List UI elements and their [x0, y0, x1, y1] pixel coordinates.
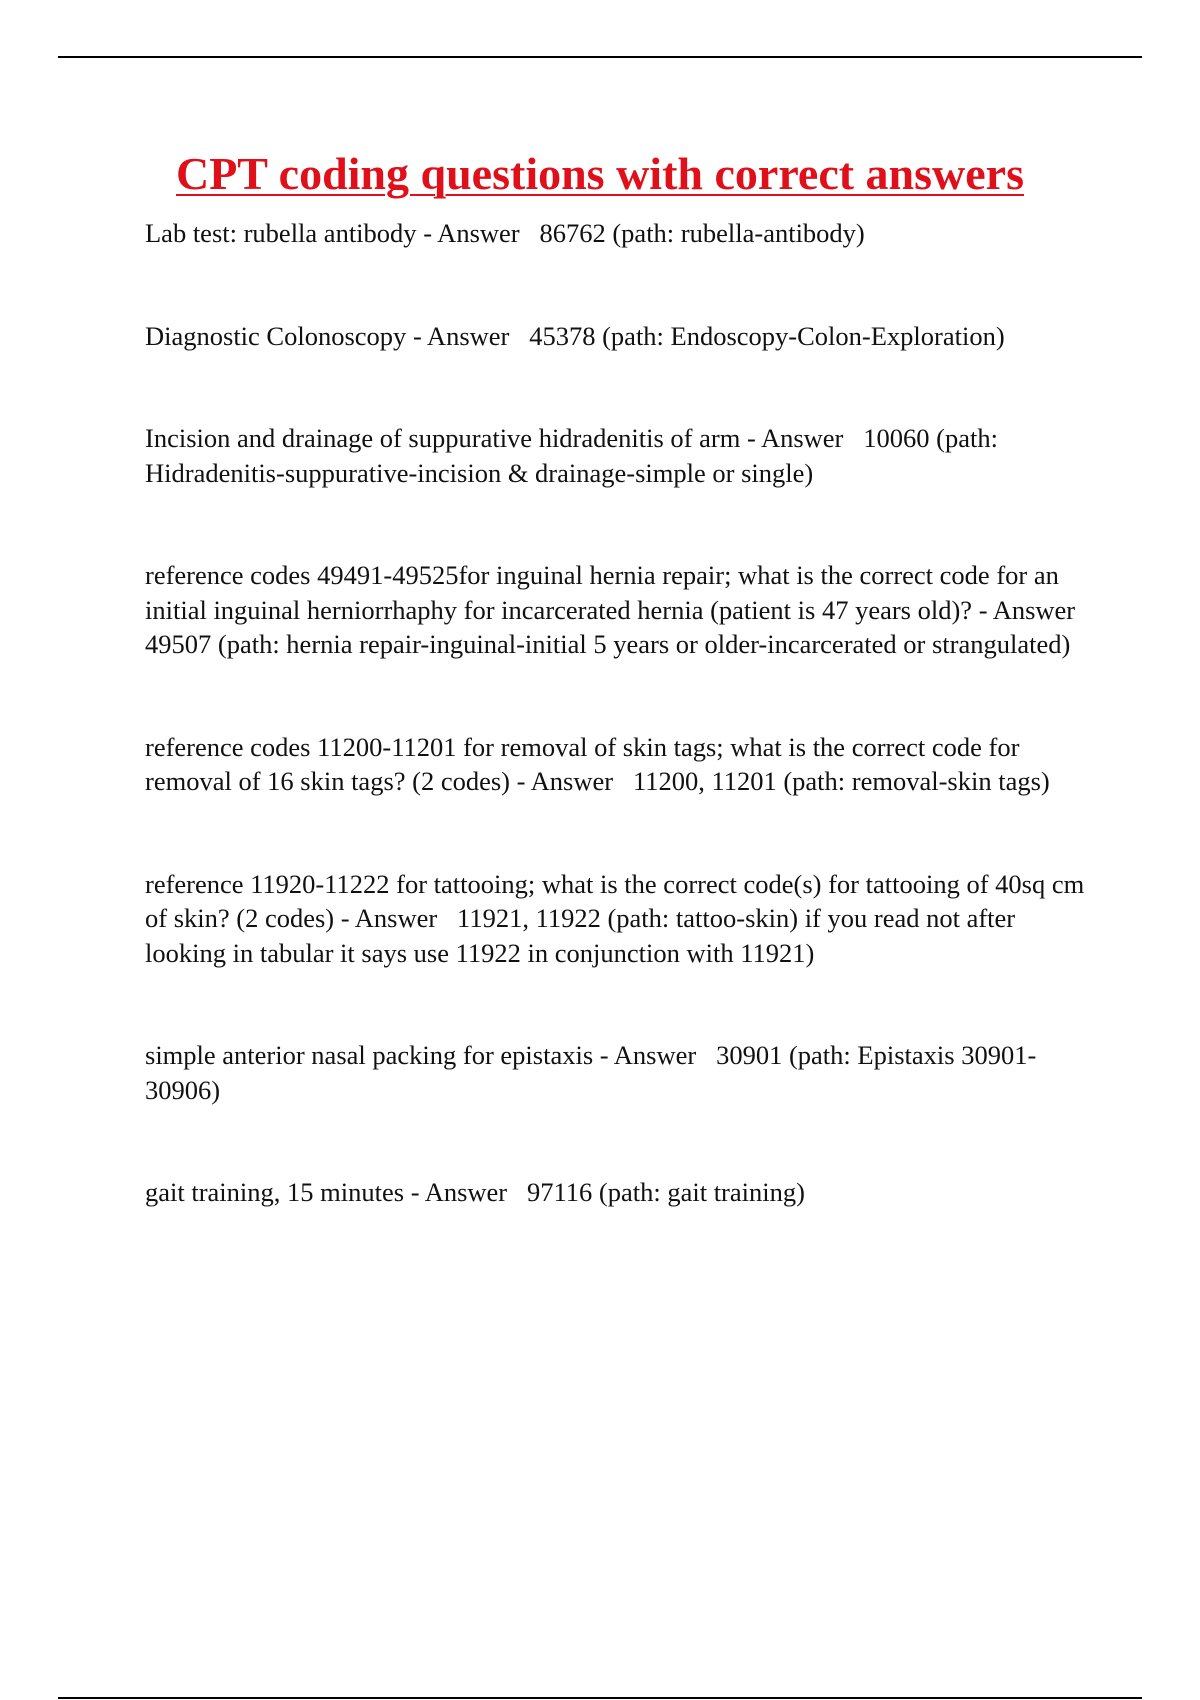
qa-list [145, 216, 1095, 1278]
qa-item [145, 1175, 1090, 1210]
qa-item [145, 867, 1090, 971]
question-text: Incision and drainage of suppurative hidradenitis of arm [145, 423, 741, 453]
question-text: reference 11920-11222 for tattooing; what is the correct code(s) for tattooing of 40sq cm of skin? (2 codes) [145, 868, 1091, 933]
answer-separator: - Answer [593, 1040, 717, 1070]
answer-separator: - Answer [404, 1177, 527, 1207]
answer-separator: - Answer [334, 903, 458, 933]
answer-text: 11921, 11922 (path: tattoo-skin) if you read not after looking in tabular it says use 11922 in conjunction with 11921) [145, 903, 1022, 968]
question-text: reference codes 11200-11201 for removal of skin tags; what is the correct code for removal of 16 skin tags? (2 codes) [145, 731, 1027, 796]
answer-separator: - Answer [740, 423, 864, 453]
answer-text: 10060 (path: Hidradenitis-suppurative-incision & drainage-simple or single) [145, 423, 1005, 488]
answer-separator: - Answer [416, 218, 540, 248]
question-text: gait training, 15 minutes [145, 1177, 405, 1207]
bottom-rule [58, 1697, 1142, 1699]
answer-text: 30901 (path: Epistaxis 30901-30906) [145, 1040, 1037, 1105]
qa-item [145, 730, 1090, 799]
qa-item [145, 319, 1090, 354]
qa-item [145, 421, 1090, 490]
top-rule [58, 56, 1142, 58]
answer-text: 11200, 11201 (path: removal-skin tags) [632, 766, 1050, 796]
answer-text: 49507 (path: hernia repair-inguinal-initial 5 years or older-incarcerated or strangulated) [145, 629, 1071, 659]
answer-text: 45378 (path: Endoscopy-Colon-Exploration) [529, 320, 1005, 351]
qa-item [145, 558, 1095, 662]
question-text: Diagnostic Colonoscopy [145, 320, 407, 351]
question-text: Lab test: rubella antibody [145, 218, 417, 248]
answer-text: 97116 (path: gait training) [527, 1177, 805, 1207]
answer-text: 86762 (path: rubella-antibody) [539, 218, 865, 248]
page-title: CPT coding questions with correct answers [175, 148, 1024, 199]
answer-separator: - Answer [972, 594, 1095, 625]
answer-separator: - Answer [406, 320, 530, 351]
question-text: reference codes 49491-49525for inguinal hernia repair; what is the correct code for an initial inguinal herniorrhaphy for incarcerated hernia (patient is 47 years old)? [145, 560, 1066, 625]
qa-item [145, 216, 1090, 251]
answer-separator: - Answer [510, 766, 633, 796]
qa-item [145, 1038, 1090, 1107]
question-text: simple anterior nasal packing for epistaxis [145, 1040, 594, 1070]
